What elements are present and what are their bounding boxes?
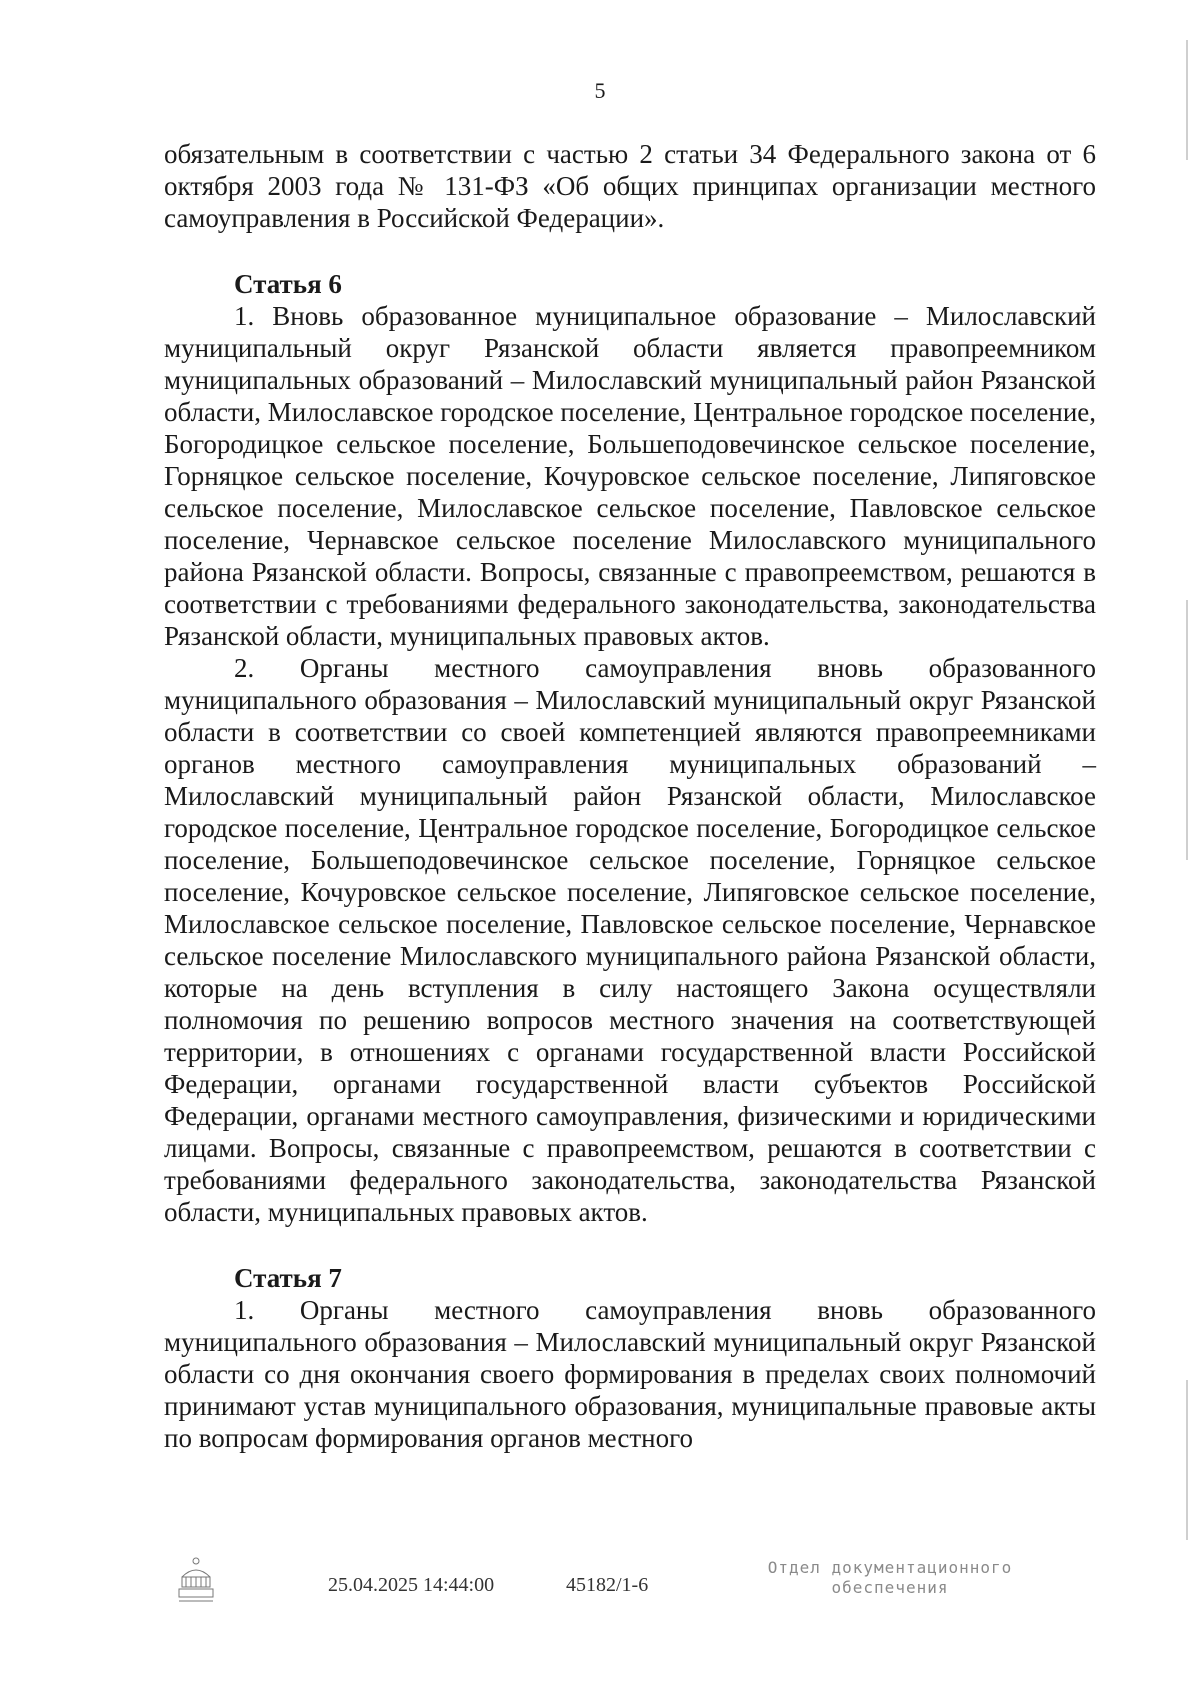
footer-document-code: 45182/1-6 xyxy=(566,1574,649,1596)
document-body xyxy=(164,138,1096,1454)
scan-edge-mark xyxy=(1186,1380,1188,1540)
scan-edge-mark xyxy=(1186,600,1188,860)
footer-datetime: 25.04.2025 14:44:00 xyxy=(328,1574,495,1596)
page-number: 5 xyxy=(594,78,606,103)
footer-dept-line-1: Отдел документационного xyxy=(767,1558,1013,1577)
emblem-icon xyxy=(174,1555,218,1607)
intro-paragraph: обязательным в соответствии с частью 2 статьи 34 Федерального закона от 6 октября 2003 года № 131-ФЗ «Об общих принципах организации местного самоуправления в Российской Федерации». xyxy=(164,139,1096,233)
footer-department-stamp xyxy=(740,1558,1040,1598)
article-6-paragraph-2: 2. Органы местного самоуправления вновь образованного муниципального образования – Милославский муниципальный округ Рязанской области в соответствии со своей компетенцией являются правопреемниками органов местного самоуправления муниципальных образований – Милославский муниципальный район Рязанской области, Милославское городское поселение, Центральное городское поселение, Богородицкое сельское поселение, Большеподовечинское сельское поселение, Горняцкое сельское поселение, Кочуровское сельское поселение, Липяговское сельское поселение, Милославское сельское поселение, Павловское сельское поселение, Чернавское сельское поселение Милославского муниципального района Рязанской области, которые на день вступления в силу настоящего Закона осуществляли полномочия по решению вопросов местного значения на соответствующей территории, в отношениях с органами государственной власти Российской Федерации, органами государственной власти субъектов Российской Федерации, органами местного самоуправления, физическими и юридическими лицами. Вопросы, связанные с правопреемством, решаются в соответствии с требованиями федерального законодательства, законодательства Рязанской области, муниципальных правовых актов. xyxy=(164,653,1096,1227)
article-6-paragraph-1: 1. Вновь образованное муниципальное образование – Милославский муниципальный округ Рязанской области является правопреемником муниципальных образований – Милославский муниципальный район Рязанской области, Милославское городское поселение, Центральное городское поселение, Богородицкое сельское поселение, Большеподовечинское сельское поселение, Горняцкое сельское поселение, Кочуровское сельское поселение, Липяговское сельское поселение, Милославское сельское поселение, Павловское сельское поселение, Чернавское сельское поселение Милославского муниципального района Рязанской области. Вопросы, связанные с правопреемством, решаются в соответствии с требованиями федерального законодательства, законодательства Рязанской области, муниципальных правовых актов. xyxy=(164,301,1096,651)
article-7-paragraph-1: 1. Органы местного самоуправления вновь образованного муниципального образования – Милославский муниципальный округ Рязанской области со дня окончания своего формирования в пределах своих полномочий принимают устав муниципального образования, муниципальные правовые акты по вопросам формирования органов местного xyxy=(164,1295,1096,1453)
footer-dept-line-2: обеспечения xyxy=(831,1578,949,1597)
article-6-heading: Статья 6 xyxy=(234,269,342,299)
scan-edge-mark xyxy=(1186,40,1188,160)
article-7-heading: Статья 7 xyxy=(234,1263,342,1293)
